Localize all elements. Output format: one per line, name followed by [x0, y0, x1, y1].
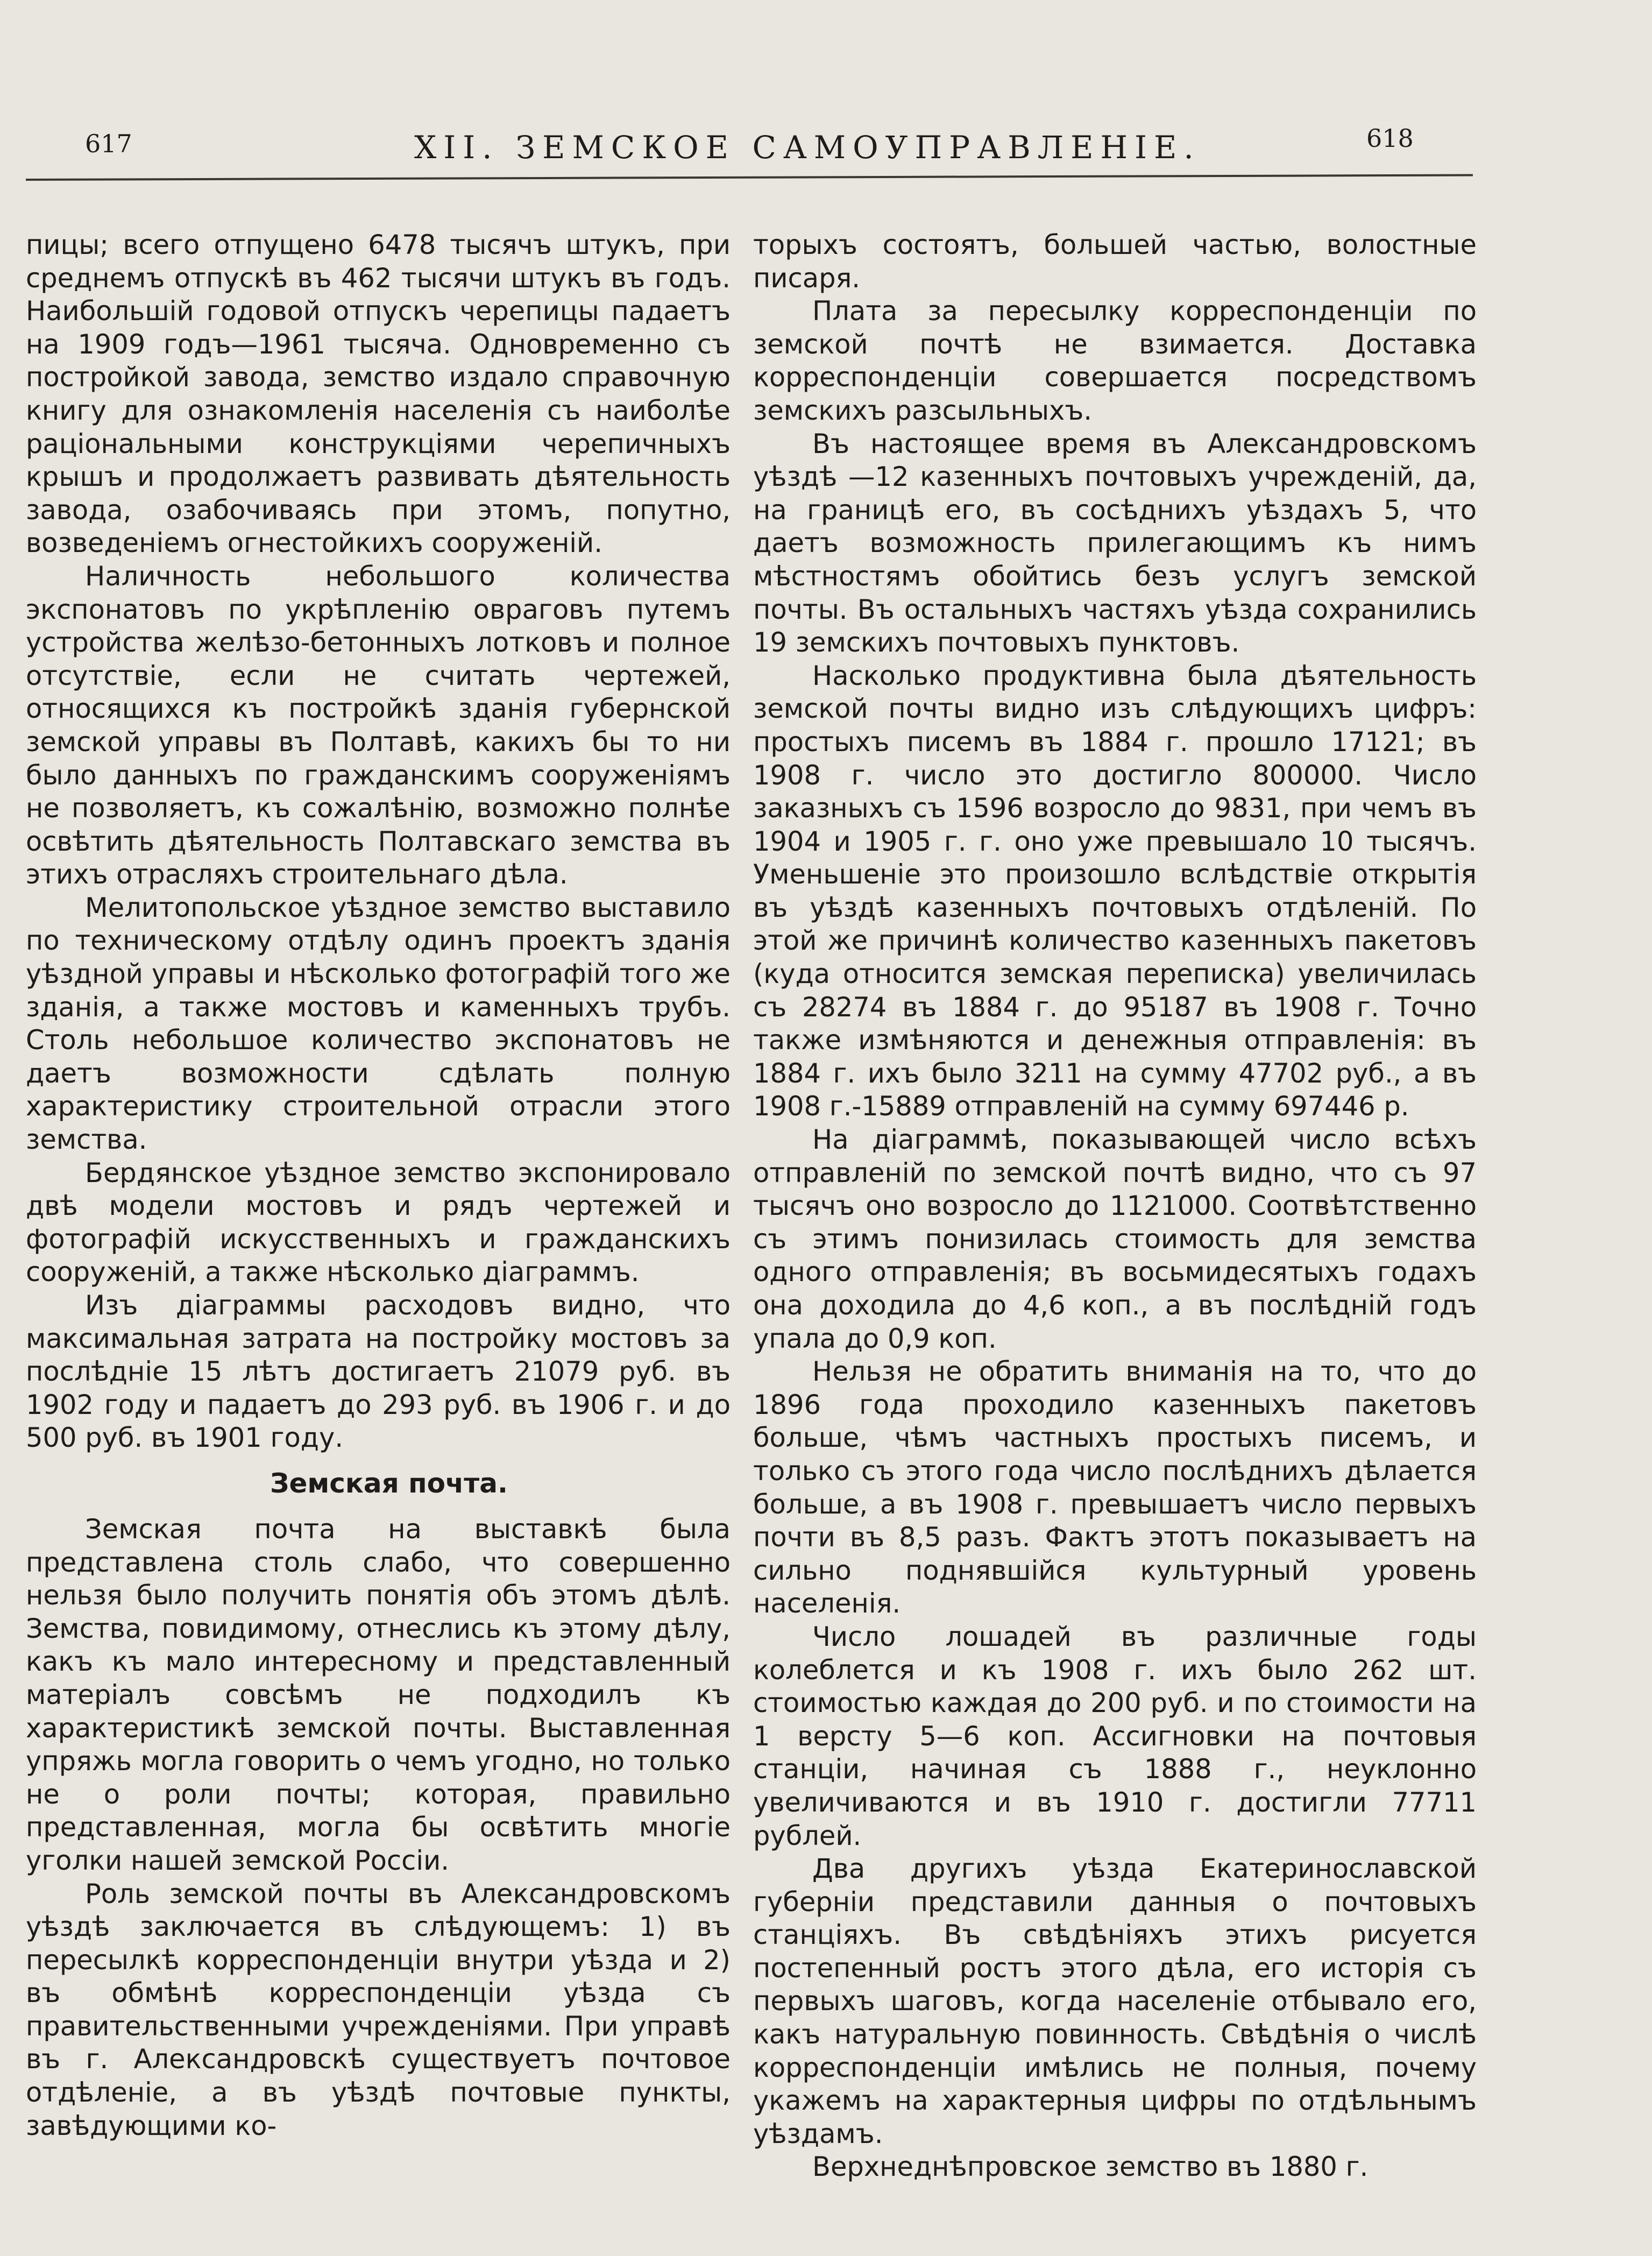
paragraph: Нельзя не обратить вниманія на то, что до 1896 года проходило казенныхъ пакетовъ больше, чѣмъ частныхъ простыхъ писемъ, и только съ этого года число послѣднихъ дѣлается больше, а въ 1908 г. превышаетъ число первыхъ почти въ 8,5 разъ. Фактъ этотъ показываетъ на сильно поднявшійся культурный уровень населенія. — [753, 1356, 1477, 1619]
page-number-left: 617 — [85, 129, 132, 158]
section-heading: Земская почта. — [270, 1467, 508, 1499]
paragraph: Насколько продуктивна была дѣятельность земской почты видно изъ слѣдующихъ цифръ: простыхъ писемъ въ 1884 г. прошло 17121; въ 1908 г. число это достигло 800000. Число заказныхъ съ 1596 возросло до 9831, при чемъ въ 1904 и 1905 г. г. оно уже превышало 10 тысячъ. Уменьшеніе это произошло вслѣдствіе открытія въ уѣздѣ казенныхъ почтовыхъ отдѣленій. По этой же причинѣ количество казенныхъ пакетовъ (куда относится земская переписка) увеличилась съ 28274 въ 1884 г. до 95187 въ 1908 г. Точно также измѣняются и денежныя отправленія: въ 1884 г. ихъ было 3211 на сумму 47702 руб., а въ 1908 г.-15889 отправленій на сумму 697446 р. — [753, 660, 1477, 1122]
paragraph: Мелитопольское уѣздное земство выставило по техническому отдѣлу одинъ проектъ зданія уѣздной управы и нѣсколько фотографій того же зданія, а также мостовъ и каменныхъ трубъ. Столь небольшое количество экспонатовъ не даетъ возможности сдѣлать полную характеристику строительной отрасли этого земства. — [26, 892, 731, 1156]
paragraph-last-line: Верхнеднѣпровское земство въ 1880 г. — [812, 2151, 1369, 2183]
header-rule — [26, 174, 1473, 181]
paragraph: пицы; всего отпущено 6478 тысячъ штукъ, при среднемъ отпускѣ въ 462 тысячи штукъ въ годъ. Наибольшій годовой отпускъ черепицы падаетъ на 1909 годъ—1961 тысяча. Одновременно съ постройкой завода, земство издало справочную книгу для ознакомленія населенія съ наиболѣе раціональными конструкціями черепичныхъ крышъ и продолжаетъ развивать дѣятельность завода, озабочиваясь при этомъ, попутно, возведеніемъ огнестойкихъ сооруженій. — [26, 229, 731, 559]
paragraph: Два другихъ уѣзда Екатеринославской губерніи представили данныя о почтовыхъ станціяхъ. Въ свѣдѣніяхъ этихъ рисуется постепенный ростъ этого дѣла, его исторія съ первыхъ шаговъ, когда населеніе отбывало его, какъ натуральную повинность. Свѣдѣнія о числѣ корреспонденціи имѣлись не полныя, почему укажемъ на характерныя цифры по отдѣльнымъ уѣздамъ. — [753, 1853, 1477, 2149]
paragraph: На діаграммѣ, показывающей число всѣхъ отправленій по земской почтѣ видно, что съ 97 тысячъ оно возросло до 1121000. Соотвѣтственно съ этимъ понизилась стоимость для земства одного отправленія; въ восьмидесятыхъ годахъ она доходила до 4,6 коп., а въ послѣдній годъ упала до 0,9 коп. — [753, 1124, 1477, 1354]
paragraph: Наличность небольшого количества экспонатовъ по укрѣпленію овраговъ путемъ устройства желѣзо-бетонныхъ лотковъ и полное отсутствіе, если не считать чертежей, относящихся къ постройкѣ зданія губернской земской управы въ Полтавѣ, какихъ бы то ни было данныхъ по гражданскимъ сооруженіямъ не позволяетъ, къ сожалѣнію, возможно полнѣе освѣтить дѣятельность Полтавскаго земства въ этихъ отрасляхъ строительнаго дѣла. — [26, 560, 731, 890]
page-number-right: 618 — [1366, 124, 1414, 153]
left-column — [26, 229, 731, 2142]
paragraph: Бердянское уѣздное земство экспонировало двѣ модели мостовъ и рядъ чертежей и фотографій искусственныхъ и гражданскихъ сооруженій, а также нѣсколько діаграммъ. — [26, 1157, 731, 1288]
paragraph: Число лошадей въ различные годы колеблется и къ 1908 г. ихъ было 262 шт. стоимостью каждая до 200 руб. и по стоимости на 1 версту 5—6 коп. Ассигновки на почтовыя станціи, начиная съ 1888 г., неуклонно увеличиваются и въ 1910 г. достигли 77711 рублей. — [753, 1621, 1477, 1851]
paragraph: Плата за пересылку корреспонденціи по земской почтѣ не взимается. Доставка корреспонденціи совершается посредствомъ земскихъ разсыльныхъ. — [753, 295, 1477, 426]
paragraph: Изъ діаграммы расходовъ видно, что максимальная затрата на постройку мостовъ за послѣдніе 15 лѣтъ достигаетъ 21079 руб. въ 1902 году и падаетъ до 293 руб. въ 1906 г. и до 500 руб. въ 1901 году. — [26, 1290, 731, 1454]
running-header — [22, 118, 1474, 172]
right-column — [753, 229, 1477, 2184]
paragraph: Земская почта на выставкѣ была представлена столь слабо, что совершенно нельзя было получить понятія объ этомъ дѣлѣ. Земства, повидимому, отнеслись къ этому дѣлу, какъ къ мало интересному и представленный матеріалъ совсѣмъ не подходилъ къ характеристикѣ земской почты. Выставленная упряжь могла говорить о чемъ угодно, но только не о роли почты; которая, правильно представленная, могла бы освѣтить многіе уголки нашей земской Россіи. — [26, 1513, 731, 1876]
paragraph: Въ настоящее время въ Александровскомъ уѣздѣ —12 казенныхъ почтовыхъ учрежденій, да, на границѣ его, въ сосѣднихъ уѣздахъ 5, что даетъ возможность прилегающимъ къ нимъ мѣстностямъ обойтись безъ услугъ земской почты. Въ остальныхъ частяхъ уѣзда сохранились 19 земскихъ почтовыхъ пунктовъ. — [753, 428, 1477, 659]
paragraph: Роль земской почты въ Александровскомъ уѣздѣ заключается въ слѣдующемъ: 1) въ пересылкѣ корреспонденціи внутри уѣзда и 2) въ обмѣнѣ корреспонденціи уѣзда съ правительственными учрежденіями. При управѣ въ г. Александровскѣ существуетъ почтовое отдѣленіе, а въ уѣздѣ почтовые пункты, завѣдующими ко- — [26, 1878, 731, 2141]
paragraph: торыхъ состоятъ, большей частью, волостные писаря. — [753, 229, 1477, 294]
chapter-title: XII. ЗЕМСКОЕ САМОУПРАВЛЕНIЕ. — [414, 129, 1201, 166]
